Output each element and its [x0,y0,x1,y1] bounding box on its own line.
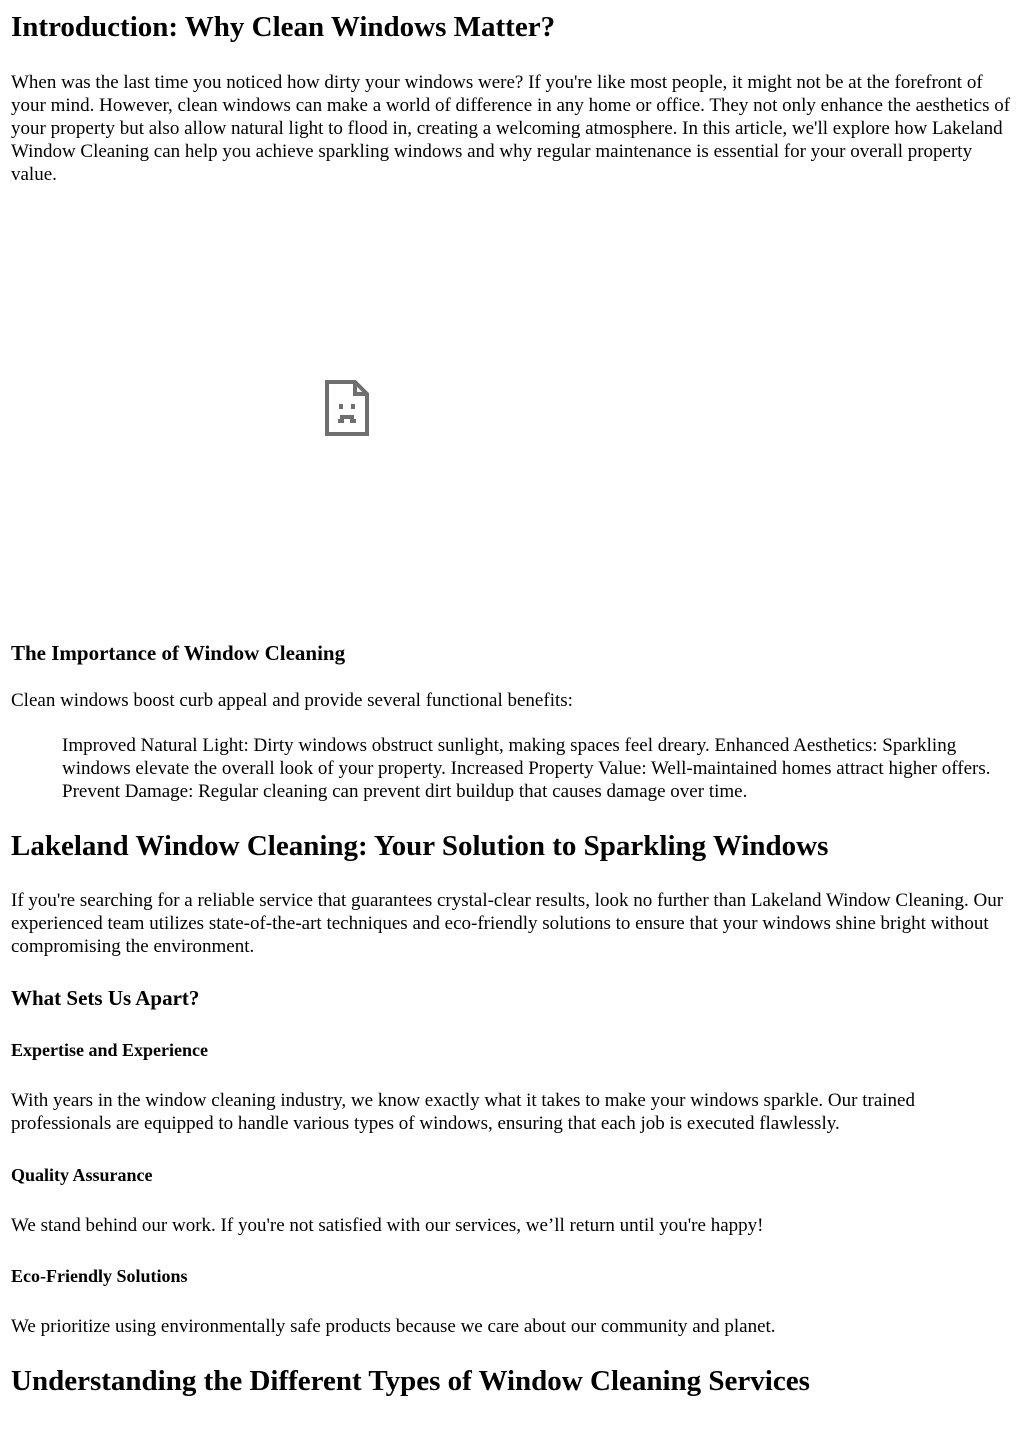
article-image [11,214,679,624]
eco-heading: Eco-Friendly Solutions [11,1266,188,1286]
quality-paragraph: We stand behind our work. If you're not satisfied with our services, we’ll return until you're happy! [11,1215,764,1236]
intro-heading: Introduction: Why Clean Windows Matter? [11,11,556,43]
intro-paragraph: When was the last time you noticed how dirty your windows were? If you're like most people, it might not be at the forefront of your mind. However, clean windows can make a world of difference in any home or office. They not only enhance the aesthetics of your property but also allow natural light to flood in, creating a welcoming atmosphere. In this article, we'll explore how Lakeland Window Cleaning can help you achieve sparkling windows and why regular maintenance is essential for your overall property value. [11,72,1011,185]
types-heading: Understanding the Different Types of Window Cleaning Services [11,1365,810,1397]
broken-image-icon [325,380,369,436]
importance-heading: The Importance of Window Cleaning [11,641,346,665]
benefits-quote: Improved Natural Light: Dirty windows obstruct sunlight, making spaces feel dreary. Enhanced Aesthetics: Sparkling windows elevate the overall look of your property. Increased Property Value: Well-maintained homes attract higher offers. Prevent Damage: Regular cleaning can prevent dirt buildup that causes damage over time. [62,735,991,802]
quality-heading: Quality Assurance [11,1165,153,1185]
solution-heading: Lakeland Window Cleaning: Your Solution to Sparkling Windows [11,830,829,862]
eco-paragraph: We prioritize using environmentally safe products because we care about our community and planet. [11,1316,776,1337]
apart-heading: What Sets Us Apart? [11,986,200,1010]
expertise-heading: Expertise and Experience [11,1040,208,1060]
importance-intro: Clean windows boost curb appeal and provide several functional benefits: [11,690,573,711]
solution-paragraph: If you're searching for a reliable service that guarantees crystal-clear results, look no further than Lakeland Window Cleaning. Our experienced team utilizes state-of-the-art techniques and eco-friendly solutions to ensure that your windows shine bright without compromising the environment. [11,890,1004,957]
expertise-paragraph: With years in the window cleaning industry, we know exactly what it takes to make your windows sparkle. Our trained professionals are equipped to handle various types of windows, ensuring that each job is executed flawlessly. [11,1090,915,1134]
